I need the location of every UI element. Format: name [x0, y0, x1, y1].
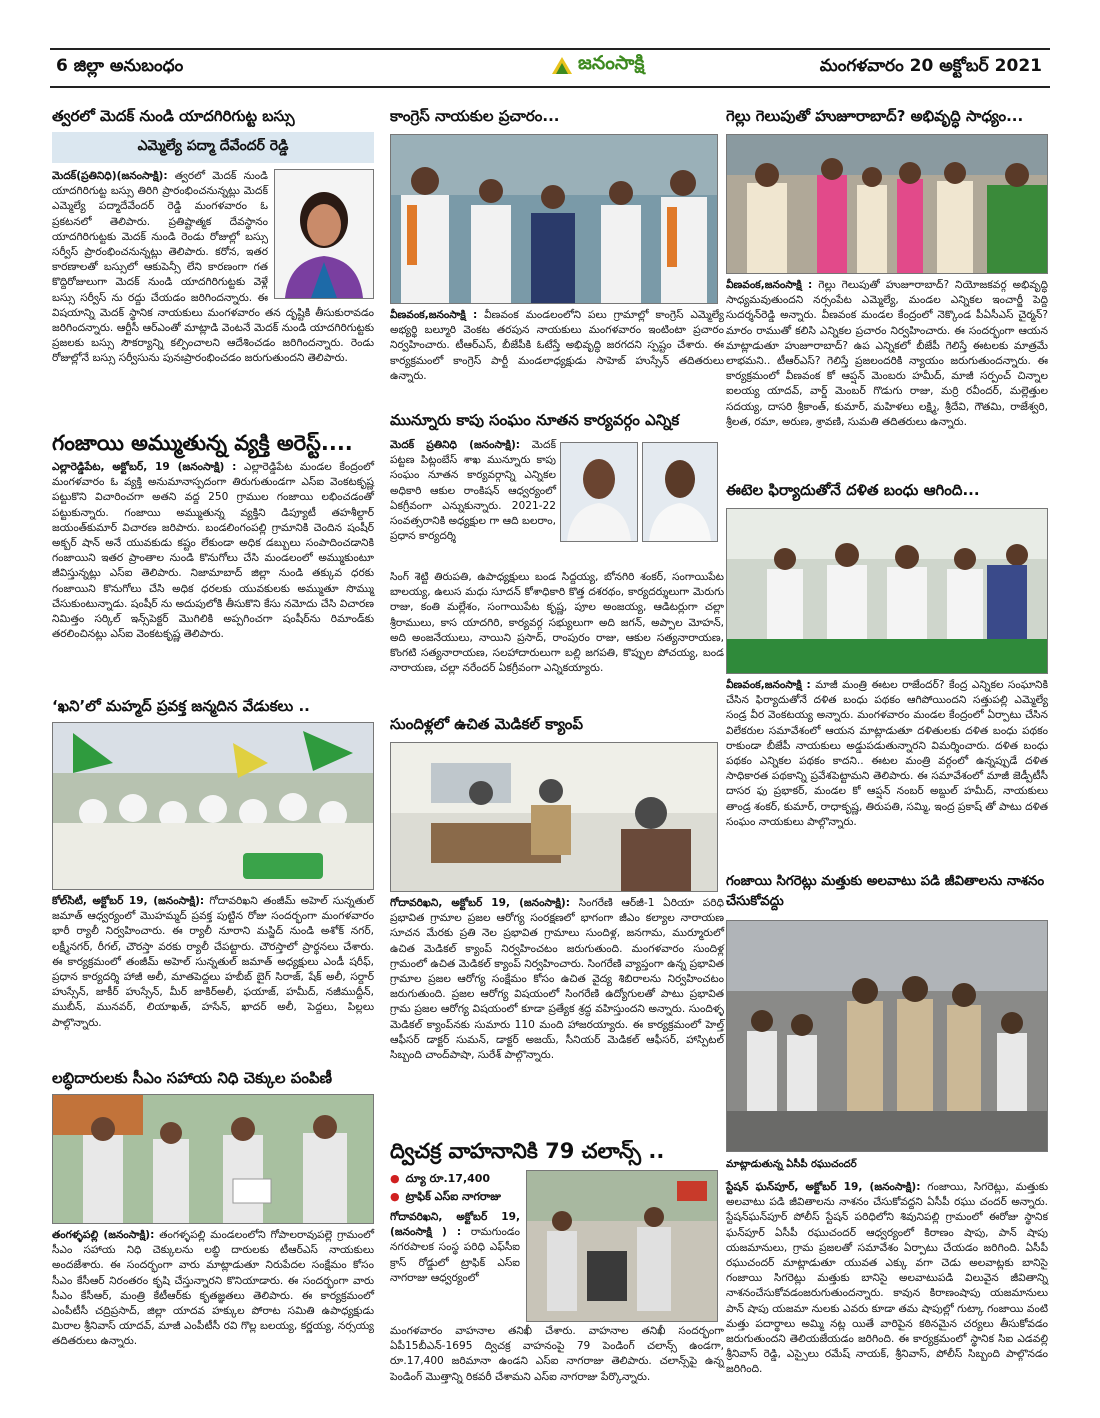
- article-subhead: ఎమ్మెల్యే పద్మా దేవేందర్ రెడ్డి: [52, 132, 374, 163]
- article-body: మంగళవారం వాహనాల తనిఖీ చేశారు. వాహనాల తనిఖీ సందర్భంగా ఏపీ15బీఎన్-1695 ద్విచక్ర వాహనంపై 79 పెండింగ్ చలాన్స్ ఉండగా, రూ.17,400 జరిమానా ఉండని ఎస్ఐ నాగరాజు తెలిపారు. చలాన్స్‌పై ఉన్న పెండింగ్ మొత్తాన్ని రికవరీ చేశామని ఎస్ఐ నాగరాజు పేర్కొన్నారు.: [390, 1325, 724, 1383]
- masthead: [550, 48, 680, 84]
- article-ganja-arrest: [52, 430, 374, 642]
- press-meet-photo: [726, 508, 1048, 674]
- president-portrait-photo: [560, 442, 638, 542]
- column-2: [390, 92, 724, 1412]
- masthead-title: జనంసాక్షి: [578, 52, 645, 74]
- article-dateline: మెదక్ ప్రతినిధి (జనంసాక్షి):: [390, 439, 521, 451]
- bullet-icon: ●: [390, 1172, 400, 1185]
- article-text: గోదావరిఖని తంజీమ్ అహెల్ సున్నతుల్ జమాత్ ఆధ్వర్యంలో మొహమ్మద్ ప్రవక్త పుట్టిన రోజు సందర్భంగా మంగళవారం భారీ ర్యాలీ నిర్వహించారు. ఈ ర్యాలీ నూరాని మస్జిద్ నుండి అశోక్ నగర్, లక్ష్మీనగర్, రీగల్, చౌరస్తా వరకు ర్యాలీ చేపట్టారు. చౌరస్తాలో ప్రార్థనలు చేశారు. ఈ కార్యక్రమంలో తంజీమ్ అహెల్ సున్నతుల్ జమాత్ అధ్యక్షులు ఎండీ షరీఫ్, ప్రధాన కార్యదర్శి హాజీ అలీ, మాతపెద్దలు హబీబ్ బైగ్ సిరాజ్, షేక్ అలీ, సర్దార్ హుస్సేన్, జాకీర్ హుస్సేన్, మీర్ జాకిర్‌అలీ, ఫయాజ్, హమీద్, నజీముద్దీన్, ముబీన్, మునవర్, లియాఖత్, హసేన్, ఖాదర్ అలీ, పెద్దలు, పిల్లలు పాల్గొన్నారు.: [52, 895, 374, 1029]
- article-ganja-awareness: [726, 872, 1048, 1378]
- article-dateline: కోల్‌సిటీ, అక్టోబర్ 19, (జనంసాక్షి):: [52, 895, 205, 907]
- article-text: ఎల్లారెడ్డిపేట మండల కేంద్రంలో మంగళవారం ఓ వ్యక్తి అనుమానాస్పదంగా తిరుగుతుండగా ఎస్ఐ వెంకటకృష్ణ పట్టుకొని విచారించగా అతని వద్ద 250 గ్రాముల గంజాయి లభించడంతో పట్టుకున్నారు. గంజాయి అమ్ముతున్న వ్యక్తిని డిప్యూటీ తహశీల్దార్ జయంత్‌కుమార్ విచారణ జరిపారు. బండలింగంపల్లి గ్రామానికి చెందిన షంషీర్ అక్బర్ షాన్ అనే యువకుడు కష్టం లేకుండా అధిక డబ్బులు సంపాదించడానికి గంజాయిని ఇతర ప్రాంతాల నుండి కొనుగోలు చేసి మండలంలో అమ్ముకుంటూ జీవిస్తున్నట్లు ఎస్ఐ తెలిపారు. నిజామాబాద్ జిల్లా నుండి తక్కువ ధరకు గంజాయిని కొనుగోలు చేసి అధిక ధరలకు యువకులకు అమ్ముతూ సొమ్ము చేసుకుంటున్నాడు. షంషీర్ ను అదుపులోకి తీసుకొని కేసు నమోదు చేసి విచారణ నిమిత్తం సర్కిల్ ఇన్స్‌పెక్టర్ మొగిలికి అప్పగించగా షంషీర్‌ను రిమాండ్‌కు తరలించినట్లు ఎస్ఐ వెంకటకృష్ణ తెలిపారు.: [52, 461, 374, 641]
- article-lead: [390, 1210, 520, 1286]
- article-text: మాజీ మంత్రి ఈటల రాజేందర్? కేంద్ర ఎన్నికల సంఘానికి చేసిన ఫిర్యాదుతోనే దళిత బంధు పథకం ఆగిపోయిందని సత్తుపల్లి ఎమ్మెల్యే సండ్ర వీర వెంకటయ్య అన్నారు. మంగళవారం మండల కేంద్రంలో ఏర్పాటు చేసిన విలేకరుల సమావేశంలో ఆయన మాట్లాడుతూ దళితులకు దళిత బంధు పథకం రాకుండా బీజేపీ నాయకులు అడ్డుపడుతున్నారని విమర్శించారు. దళిత బంధు పథకం ఎన్నికల పథకం కాదని.. ఈటల మంత్రి వర్గంలో ఉన్నప్పుడే దళిత సాధికారత పథకాన్ని ప్రవేశపెట్టామని తెలిపారు. ఈ సమావేశంలో మాజీ జెడ్పీటీసీ దాసర ఫు ప్రభాకర్, మండల కో ఆప్షన్ నంబర్ అబ్దుల్ హమీద్, నాయకులు తాండ్ర శంకర్, కుమార్, రాధాకృష్ణ, తిరుపతి, సమ్మి, ఇంద్ర ప్రకాష్ తో పాటు దళిత సంఘం నాయకులు పాల్గొన్నారు.: [726, 679, 1049, 828]
- election-campaign-photo: [726, 134, 1048, 274]
- article-body: [726, 278, 1048, 430]
- article-bus-service: [52, 106, 374, 367]
- article-headline: సుందిళ్లలో ఉచిత మెడికల్ క్యాంప్: [390, 715, 584, 733]
- secretary-portrait-photo: [642, 442, 718, 542]
- acp-meeting-photo: [726, 920, 1048, 1152]
- article-body: [390, 896, 724, 1063]
- article-text: త్వరలో మెదక్ నుండి యాదగిరిగుట్ట బస్సు తిరిగి ప్రారంభించనున్నట్లు మెదక్ ఎమ్మెల్యే పద్మాదేవేందర్ రెడ్డి మంగళవారం ఓ ప్రకటనలో తెలిపారు. ప్రతిష్టాత్మక దేవస్థానం యాదగిరిగుట్టకు మెదక్ నుండి రెండు రోజుల్లో బస్సు సర్వీస్ ప్రారంభించనున్నట్లు తెలిపారు. కరోన, ఇతర కారణాలతో బస్సులో ఆకుపెన్సీ లేని కారణంగా గత కొద్దిరోజులుగా మెదక్ నుండి యాదగిరిగుట్టకు వెళ్లే బస్సు సర్వీస్ ను రద్దు చేయడం జరిగిందన్నారు. ఈ విషయాన్ని మెదక్ స్థానిక నాయకులు మంగళవారం తన దృష్టికి తీసుకురావడం జరిగిందన్నారు. ఆర్టీసీ ఆర్‌ఎంతో మాట్లాడి వెంటనే మెదక్ నుండి యాదగిరిగుట్టకు ప్రజలకు బస్సు సౌకర్యాన్ని కల్పించాలని ఆదేశించడం జరిగిందన్నారు. రెండు రోజుల్లోనే బస్సు సర్వీసును పునఃప్రారంభించడం జరుగుతుందని తెలిపారు.: [52, 170, 374, 365]
- article-prophet-birthday: [52, 696, 374, 1031]
- cheque-distribution-photo: [52, 1094, 374, 1224]
- article-headline: త్వరలో మెదక్ నుండి యాదగిరిగుట్ట బస్సు: [52, 107, 295, 125]
- article-headline: ఈటెల ఫిర్యాదుతోనే దళిత బంధు ఆగింది...: [726, 481, 980, 499]
- article-headline: ద్విచక్ర వాహనానికి 79 చలాన్స్ ..: [390, 1139, 665, 1163]
- article-dateline: గోదావరిఖని, అక్టోబర్ 19, (జనంసాక్షి ) :: [390, 1211, 520, 1239]
- article-dateline: వీణవంక,జనంసాక్షి :: [726, 279, 813, 291]
- article-dateline: మెదక్(ప్రతినిధి)(జనంసాక్షి):: [52, 170, 168, 182]
- article-text: సింగరేణి ఆర్‌జీ-1 ఏరియా పరిధి ప్రభావిత గ్రామాల ప్రజల ఆరోగ్య సంరక్షణలో భాగంగా జీఎం కల్యాల నారాయణ సూచన మేరకు ప్రతి నెల ప్రభావిత గ్రామాలు సుందిళ్ల, జనగామ, ముర్మూరులో ఉచిత మెడికల్ క్యాంప్ నిర్వహించటం జరుగుతుంది. మంగళవారం సుందిళ్ల గ్రామంలో ఉచిత మెడికల్ క్యాంప్ నిర్వహించారు. సింగరేణి వ్యాప్తంగా ఉన్న ప్రభావిత గ్రామాల ప్రజల ఆరోగ్య సంక్షేమం కోసం ఉచిత వైద్య శిబిరాలను నిర్వహించటం జరుగుతుంది. ప్రజల ఆరోగ్య విషయంలో సింగరేణి ఉద్యోగులతో పాటు ప్రభావిత గ్రామ ప్రజల ఆరోగ్య విషయంలో కూడా ప్రత్యేక శ్రద్ధ వహిస్తుందని అన్నారు. సుందిళ్ళ మెడికల్ క్యాంప్‌నకు సుమారు 110 మంది హాజరయ్యారు. ఈ కార్యక్రమంలో హెల్త్ ఆఫీసర్ డాక్టర్ సుమన్, డాక్టర్ అజయ్, సీనియర్ మెడికల్ ఆఫీసర్, హాస్పిటల్ సిబ్బంది చాంద్‌పాషా, సురేశ్ పాల్గొన్నారు.: [390, 897, 724, 1062]
- page-section-label: 6 జిల్లా అనుబంధం: [56, 56, 184, 76]
- article-body: [726, 1180, 1048, 1378]
- column-1: [52, 92, 374, 1412]
- medical-camp-photo: [390, 742, 718, 892]
- issue-date: మంగళవారం 20 అక్టోబర్ 2021: [819, 56, 1042, 76]
- article-dateline: తంగళ్ళపల్లి (జనంసాక్షి):: [52, 1229, 155, 1241]
- article-headline: గంజాయి సిగరెట్లు మత్తుకు అలవాటు పడి జీవితాలను నాశనం చేసుకోవద్దు: [726, 874, 1045, 909]
- masthead-logo-icon: [550, 54, 574, 78]
- article-headline: ‘ఖని’లో మహ్మద్ ప్రవక్త జన్మదిన వేడుకలు ..: [52, 697, 310, 715]
- article-dateline: గోదావరిఖని, అక్టోబర్ 19, (జనంసాక్షి):: [390, 897, 571, 909]
- article-text: రామగుండం నగరపాలక సంస్థ పరిధి ఎఫ్‌సీఐ క్రాస్ రోడ్డులో ట్రాఫిక్ ఎస్ఐ నాగరాజు ఆధ్వర్యంలో: [390, 1226, 520, 1284]
- photo-caption: మాట్లాడుతున్న ఏసీపీ రఘుచందర్: [726, 1159, 857, 1170]
- article-body: [390, 308, 724, 384]
- article-headline: గంజాయి అమ్ముతున్న వ్యక్తి అరెస్ట్....: [52, 431, 353, 455]
- article-text: మెదక్ పట్టణ పిట్లంబేస్ శాఖ మున్నూరు కాపు సంఘం నూతన కార్యవర్గాన్ని ఎన్నికల అధికారి ఆకుల రాంకిషన్ ఆధ్వర్యంలో ఏకగ్రీవంగా ఎన్నుకున్నారు. 2021-22 సంవత్సరానికి అధ్యక్షుల గా ఆది బలరాం, ప్రధాన కార్యదర్శి: [390, 439, 557, 543]
- article-text: గెల్లు గెలుపుతో హుజూరాబాద్? నియోజకవర్గ అభివృద్ధి సాధ్యమవుతుందని నర్సంపేట ఎమ్మెల్యే, మండల ఎన్నికల ఇంచార్జీ పెద్ది సుదర్శన్‌రెడ్డి అన్నారు. వీణవంక మండల కేంద్రంలో నెక్కొండ పీఏసీఎస్ చైర్మన్? మారం రాముతో కలిసి ఎన్నికల ప్రచారం నిర్వహించారు. ఈ సందర్భంగా ఆయన మాట్లాడుతూ హుజూరాబాద్? ఉప ఎన్నికలో బీజేపీ గెలిస్తే ఈటలకు మాత్రమే లాభమని.. టీఆర్ఎస్? గెలిస్తే ప్రజలందరికి న్యాయం జరుగుతుందన్నారు. ఈ కార్యక్రమంలో వీణవంక కో ఆప్షన్ మెంబరు హమీద్, మాజీ సర్పంచ్ చిన్నాల ఐలయ్య యాదవ్, వార్డ్ మెంబర్ గొడుగు రాజు, మర్రి రవీందర్, మల్లెత్తుల సదయ్య, దాసరి శ్రీకాంత్, కుమార్, మహిళలు లక్ష్మి, శ్రీదేవి, గౌతమి, రాజేశ్వరి, శ్రీలత, రమా, అరుణ, శ్రావణి, సుమతి తదితరులు ఉన్నారు.: [726, 279, 1049, 428]
- page-header: [50, 48, 1050, 88]
- article-headline: మున్నూరు కాపు సంఘం నూతన కార్యవర్గం ఎన్నిక: [390, 411, 680, 429]
- article-headline: గెల్లు గెలుపుతో హుజూరాబాద్? అభివృద్ధి సాధ్యం...: [726, 107, 1024, 125]
- article-challans: [390, 1138, 724, 1385]
- article-body: [726, 678, 1048, 830]
- traffic-check-photo: [526, 1170, 718, 1322]
- article-cm-relief-fund: [52, 1068, 374, 1350]
- article-dateline: వీణవంక,జనంసాక్షి :: [726, 679, 811, 691]
- article-dateline: ఎల్లారెడ్డిపేట, అక్టోబర్, 19 (జనంసాక్షి) :: [52, 461, 237, 473]
- bullet-icon: ●: [390, 1190, 400, 1203]
- column-3: [726, 92, 1048, 1412]
- article-dalit-bandhu: [726, 480, 1048, 830]
- article-body: [52, 1228, 374, 1350]
- rally-photo: [52, 722, 374, 890]
- article-dateline: వీణవంక,జనంసాక్షి :: [390, 309, 478, 321]
- article-text: వీణవంక మండలంలోని పలు గ్రామాల్లో కాంగ్రెస్ ఎమ్మెల్యే అభ్యర్థి బల్మూరి వెంకట తరపున నాయకులు మంగళవారం ఇంటింటా ప్రచారం నిర్వహించారు. టీఆర్ఎస్, బీజేపీకి ఓటేస్తే అభివృద్ధి జరగదని స్పష్టం చేశారు. ఈ కార్యక్రమంలో కాంగ్రెస్ పార్టీ మండలాధ్యక్షుడు సాహెబ్ హుస్సేన్ తదితరులు ఉన్నారు.: [390, 309, 724, 382]
- mla-portrait-photo: [274, 169, 374, 299]
- article-medical-camp: [390, 714, 724, 1063]
- article-body: సింగ్ శెట్టి తిరుపతి, ఉపాధ్యక్షులు బండ సిద్దయ్య, బోనగిరి శంకర్, సంగాయిపేట బాలయ్య, ఉలుస మధు సూదన్ కోశాధికారి కొత్త దశరథం, కార్యదర్శులుగా మెరుగు రాజు, కంతి మల్లేశం, సంగాయిపేట కృష్ణ, పూల అంజయ్య, ఆడిటర్లుగా చల్లా శ్రీరాములు, కాస యాదగిరి, కార్యవర్గ సభ్యులుగా అది జగన్, అప్పాల మోహన్, అది అంజనేయులు, నాయిని ప్రసాద్, రాంపురం రాజు, ఆకుల సత్యనారాయణ, కొంగటి సత్యనారాయణ, సలహాదారులుగా బల్లి జగపతి, కొప్పుల పోచయ్య, బండ నారాయణ, చల్లా నరేందర్ ఏకగ్రీవంగా ఎన్నికయ్యారు.: [390, 571, 724, 675]
- article-headline: లబ్ధిదారులకు సీఎం సహాయ నిధి చెక్కుల పంపిణీ: [52, 1069, 333, 1087]
- campaign-photo: [390, 134, 718, 304]
- article-congress-campaign: [390, 106, 724, 384]
- article-text: తంగళ్ళపల్లి మండలంలోని గోపాలరావుపల్లె గ్రామంలో సీఎం సహాయ నిధి చెక్కులను లబ్ధి దారులకు టీఆర్ఎస్ నాయకులు అందజేశారు. ఈ సందర్భంగా వారు మాట్లాడుతూ నిరుపేదల సంక్షేమం కోసం సీఎం కేసీఆర్ నిరంతరం కృషి చేస్తున్నారని కొనియాడారు. ఈ సందర్భంగా వారు సీఎం కేసీఆర్, మంత్రి కేటీఆర్‌కు కృతజ్ఞతలు తెలిపారు. ఈ కార్యక్రమంలో ఎంపీటీసీ చద్రిప్రసాద్, జిల్లా యాదవ హక్కుల పోరాట సమితి ఉపాధ్యక్షుడు మిరాల శ్రీనివాస్ యాదవ్, మాజీ ఎంపీటీసీ రవి గొల్ల బలయ్య, కర్ణయ్య, నర్సయ్య తదితరులు ఉన్నారు.: [52, 1229, 374, 1348]
- article-headline: కాంగ్రెస్ నాయకుల ప్రచారం...: [390, 107, 560, 125]
- article-text: గంజాయి, సిగరెట్లు, మత్తుకు అలవాటు పడి జీవితాలను నాశనం చేసుకోవద్దని ఏసీపీ రఘు చందర్ అన్నారు. స్టేషన్‌ఘన్‌పూర్ పోలీస్ స్టేషన్ పరిధిలోని శివునిపల్లి గ్రామంలో ఈరోజు స్థానిక ఘన్‌పూర్ ఏసీపీ రఘుచందర్ ఆధ్వర్యంలో కిరాణం షాపు, పాన్ షాపు యజమానులు, గ్రామ ప్రజలతో సమావేశం ఏర్పాటు చేయడం జరిగింది. ఏసీపీ రఘుచందర్ మాట్లాడుతూ యువత ఎక్కు వగా చెడు అలవాట్లకు బానిసై గంజాయి సిగరెట్లు మత్తుకు బానిసై అలవాటుపడి విలువైన జీవితాన్ని నాశనంచేసుకోవడంజరుగుతుందన్నారు. కావున కిరాణంషాపు యజమానులు పాన్ షాపు యజమా నులకు ఎవరు కూడా తమ షాపుల్లో గుట్కా గంజాయి వంటి మత్తు పదార్థాలు అమ్మి నట్ల యితే వారిపైన కఠినమైన చర్యలు తీసుకోవడం జరుగుతుందని తెలియజేయడం జరిగింది. ఈ కార్యక్రమంలో స్థానిక సిఐ ఎడవల్లి శ్రీనివాస్ రెడ్డి, ఎస్సైలు రమేష్ నాయక్, శ్రీనివాస్, పోలీస్ సిబ్బంది పాల్గొనడం జరిగింది.: [726, 1181, 1048, 1376]
- article-body: [52, 460, 374, 642]
- article-munnuru-kapu: [390, 410, 724, 676]
- article-dateline: స్టేషన్ ఘన్‌పూర్, అక్టోబర్ 19, (జనంసాక్షి):: [726, 1181, 921, 1193]
- article-huzurabad-development: [726, 106, 1048, 430]
- article-body: [52, 894, 374, 1031]
- article-lead: [390, 438, 556, 544]
- bullet-item: ● ద్యూ రూ.17,400: [390, 1172, 491, 1185]
- bullet-item: ● ట్రాఫిక్ ఎస్ఐ నాగరాజు: [390, 1190, 501, 1203]
